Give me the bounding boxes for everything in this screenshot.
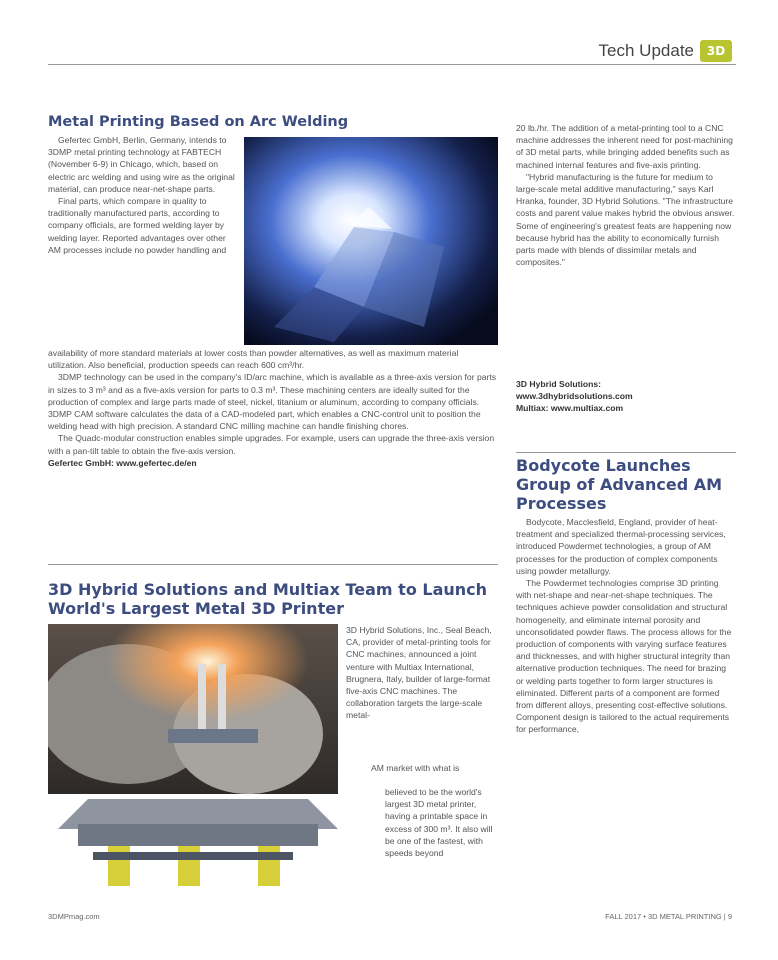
article2-quote: "Hybrid manufacturing is the future for medium to large-scale metal additive manufacturing," says Karl Hranka, founder, 3D Hybrid Solutions. "The infrastructure costs and parent value makes hybrid the obvious answer. Some of engineering's greatest feats are happening now because hybrid has the ability to economically furnish parts made with blends of dissimilar metals and composites."	[516, 171, 735, 268]
footer-site: 3DMPmag.com	[48, 912, 100, 921]
article2-text: AM market with what is	[371, 763, 460, 773]
article3-paragraph: The Powdermet technologies comprise 3D printing with net-shape and near-net-shape techniques. The techniques achieve powder consolidation and structural homogeneity, and eliminate internal porosity and unconsolidated powder flaws. The process allows for the production of components with varying surface features and thicknesses, and with higher structural integrity than alternative production techniques. The need for brazing or welding parts together to form larger structures is eliminated. Different parts of a component are formed from different alloys, presenting cost-effective solutions. Component design is tailored to the actual requirements for performance,	[516, 578, 732, 735]
article1-paragraph: Gefertec GmbH, Berlin, Germany, intends to 3DMP metal printing technology at FABTECH (November 6-9) in Chicago, which, based on electric arc welding and using wire as the original material, can produce near-net-shape parts.	[48, 135, 235, 194]
article-title-bodycote: Bodycote Launches Group of Advanced AM Processes	[516, 456, 723, 513]
footer-page-info: FALL 2017 • 3D METAL PRINTING | 9	[605, 912, 732, 921]
hybrid-printer-photo	[48, 624, 338, 894]
header-rule	[48, 64, 736, 65]
magazine-logo: 3D	[700, 40, 732, 62]
article-title-hybrid-printer: 3D Hybrid Solutions and Multiax Team to Launch World's Largest Metal 3D Printer	[48, 580, 488, 618]
article1-paragraph: availability of more standard materials at lower costs than powder alternatives, as well as maximum material utilization. Also beneficial, production speeds can reach 600 cm³/hr.	[48, 348, 459, 371]
article2-text: believed to be the world's largest 3D metal printer, having a printable space in excess of 300 m³. It also will be one of the fastest, with speeds beyond	[385, 787, 493, 859]
article3-body	[516, 516, 736, 736]
article2-text: 3D Hybrid Solutions, Inc., Seal Beach, CA, provider of metal-printing tools for CNC machines, announced a joint venture with Multiax International, Brugnera, Italy, builder of large-format five-axis CNC machines. The collaboration targets the large-scale metal-	[346, 625, 492, 721]
article2-continuation	[516, 122, 736, 268]
article-title-arc-welding: Metal Printing Based on Arc Welding	[48, 114, 349, 130]
article1-body	[48, 347, 498, 469]
section-label: Tech Update	[598, 41, 694, 60]
article1-paragraph: 3DMP technology can be used in the company's ID/arc machine, which is available as a three-axis version for parts in sizes to 3 m³ and as a five-axis version for parts to 0.3 m³. These machining centers are ideally suited for the production of complex and large parts made of steel, nickel, titanium or aluminum, according to company officials. 3DMP CAM software calculates the data of a CAD-modeled part, which enables a CNC-control unit to position the welding head with high precision. A standard CNC milling machine can handle finishing chores.	[48, 372, 497, 432]
article3-paragraph: Bodycote, Macclesfield, England, provider of heat-treatment and specialized thermal-processing services, introduced Powdermet technologies, a group of AM processes for the production of complex components using powder metallurgy.	[516, 517, 726, 576]
arc-welding-photo	[244, 137, 498, 345]
article1-paragraph: The Quadc-modular construction enables simple upgrades. For example, users can upgrade the three-axis version with a pan-tilt table to obtain the five-axis version.	[48, 433, 495, 456]
section-tag	[599, 40, 732, 62]
contact-link[interactable]: www.3dhybridsolutions.com	[516, 391, 633, 402]
contact-label: 3D Hybrid Solutions:	[516, 379, 601, 389]
contact-link[interactable]: Multiax: www.multiax.com	[516, 403, 624, 414]
article-separator	[48, 564, 498, 565]
article2-contacts	[516, 378, 736, 415]
article1-contact: Gefertec GmbH: www.gefertec.de/en	[48, 457, 197, 468]
article1-intro-column	[48, 134, 238, 256]
article2-paragraph: 20 lb./hr. The addition of a metal-printing tool to a CNC machine addresses the inherent need for post-machining of 3D metal parts, while bringing added benefits such as machined internal features and five-axis printing.	[516, 123, 733, 170]
article1-paragraph: Final parts, which compare in quality to traditionally manufactured parts, according to company officials, are formed welding layer by welding layer. Reported advantages over other AM processes include no powder handling and	[48, 196, 227, 255]
article-separator	[516, 452, 736, 453]
